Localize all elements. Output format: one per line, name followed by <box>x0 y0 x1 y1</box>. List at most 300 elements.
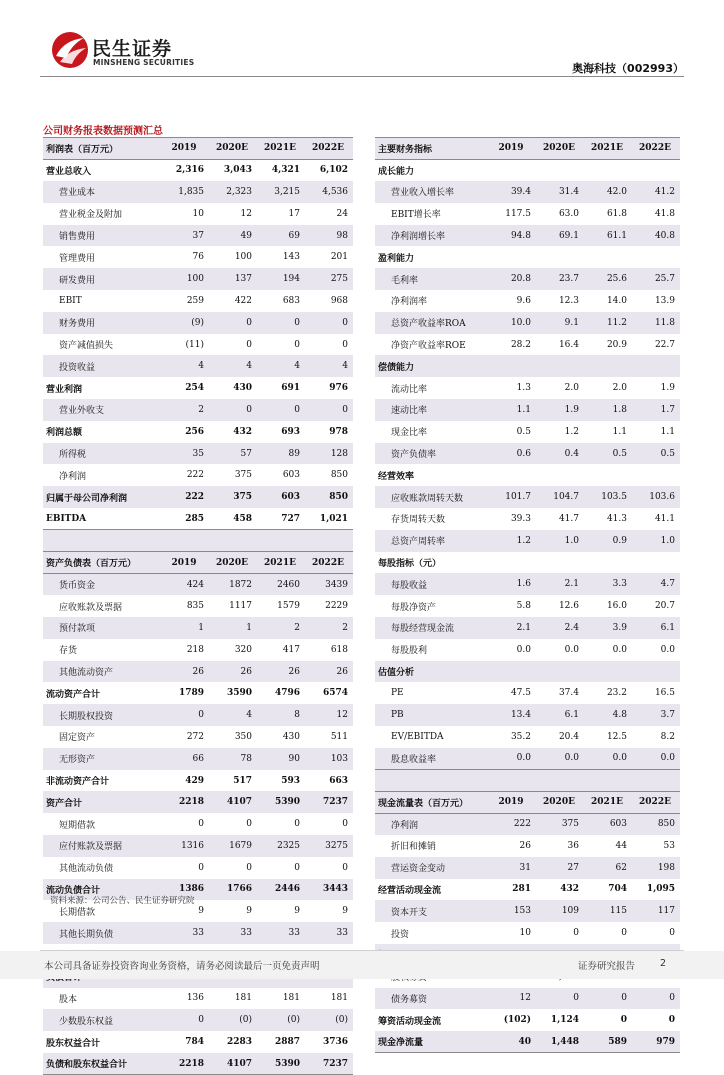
balance-year-3: 2022E <box>305 552 353 574</box>
balance-row <box>43 1031 353 1053</box>
indicators-row-value: 1.7 <box>632 399 680 421</box>
cashflow-row-value: 62 <box>584 857 632 879</box>
indicators-row-label: 流动比率 <box>391 384 428 395</box>
balance-row-label: 预付款项 <box>43 617 161 639</box>
indicators-row-value: 12.3 <box>558 295 579 306</box>
indicators-row <box>375 464 680 486</box>
balance-row-value: 8 <box>257 704 305 726</box>
indicators-row <box>375 617 680 639</box>
indicators-row-value: 1.2 <box>488 530 536 552</box>
balance-row-value: 1 <box>209 617 257 639</box>
income-row <box>43 377 353 399</box>
income-row <box>43 225 353 247</box>
indicators-row-label: 每股收益 <box>375 573 488 595</box>
balance-row-value: 3736 <box>322 1037 348 1048</box>
indicators-row <box>375 661 680 683</box>
indicators-row-value: 104.7 <box>536 486 584 508</box>
cashflow-header-row <box>375 791 680 813</box>
indicators-row-value: 61.8 <box>606 208 627 219</box>
income-row-value: 375 <box>209 486 257 508</box>
cashflow-row-label: 净利润 <box>375 813 488 835</box>
cashflow-row-value: 704 <box>608 884 627 895</box>
balance-row-value: 2325 <box>257 835 305 857</box>
income-row-value: 10 <box>192 208 204 219</box>
cashflow-row-value: 0 <box>669 928 675 939</box>
income-row-value: 0 <box>209 399 257 421</box>
income-row-value: 100 <box>234 252 252 263</box>
indicators-row-value: 101.7 <box>488 486 536 508</box>
income-row-value: 49 <box>209 225 257 247</box>
indicators-row-value: 1.1 <box>488 399 536 421</box>
indicators-row-value: 37.4 <box>558 688 579 699</box>
income-row-value: 128 <box>305 443 353 465</box>
balance-row-value: 1117 <box>229 601 252 612</box>
balance-row-value: 0 <box>342 862 348 873</box>
cashflow-row-label: 折旧和摊销 <box>391 842 437 853</box>
income-row <box>43 181 353 203</box>
indicators-row-value: 1.6 <box>488 573 536 595</box>
balance-row-value: 663 <box>329 775 348 786</box>
balance-row-value: 0 <box>294 862 300 873</box>
cashflow-row-value: 432 <box>560 884 579 895</box>
indicators-row-value: 2.4 <box>536 617 584 639</box>
indicators-row-value: 20.8 <box>488 268 536 290</box>
indicators-row-value <box>536 661 584 683</box>
income-row-value: 0 <box>257 312 305 334</box>
balance-row-value: 78 <box>209 748 257 770</box>
balance-row <box>43 1053 353 1075</box>
income-row-value: 850 <box>305 486 353 508</box>
income-year-2: 2021E <box>257 138 305 160</box>
indicators-row-value: 10.0 <box>488 312 536 334</box>
right-gap-row-cell <box>488 770 536 792</box>
income-row-label: 财务费用 <box>43 312 161 334</box>
balance-row-value: 12 <box>305 704 353 726</box>
cashflow-row-label: 债务募资 <box>375 988 488 1010</box>
indicators-row-value: 11.2 <box>584 312 632 334</box>
indicators-title: 主要财务指标 <box>375 138 488 160</box>
indicators-row-value: 9.1 <box>536 312 584 334</box>
income-row-value: 976 <box>329 383 348 394</box>
cashflow-row-value: 222 <box>488 813 536 835</box>
balance-row-value: 0 <box>342 819 348 830</box>
income-row-label: 投资收益 <box>43 355 161 377</box>
balance-row-value: 0 <box>198 819 204 830</box>
indicators-row-value: 31.4 <box>536 181 584 203</box>
balance-row-value: 181 <box>330 993 348 1004</box>
indicators-row-label: 每股净资产 <box>391 602 437 613</box>
income-row <box>43 355 353 377</box>
indicators-row-value <box>488 661 536 683</box>
income-row <box>43 443 353 465</box>
balance-row-label: 长期借款 <box>59 907 96 918</box>
indicators-row-label: 现金比率 <box>391 428 428 439</box>
indicators-row <box>375 508 680 530</box>
income-row <box>43 268 353 290</box>
income-row-value: 143 <box>282 252 300 263</box>
balance-row-label: 其他长期负债 <box>43 922 161 944</box>
income-row-value: 432 <box>233 426 252 437</box>
balance-row-value: 2446 <box>257 879 305 901</box>
indicators-row-value <box>632 246 680 268</box>
income-row-value: 0 <box>305 399 353 421</box>
income-row-label: 所得税 <box>43 443 161 465</box>
indicators-row-label: 资产负债率 <box>375 443 488 465</box>
indicators-row-value: 61.1 <box>584 225 632 247</box>
indicators-row-label: 总资产收益率ROA <box>375 312 488 334</box>
indicators-row-value <box>584 246 632 268</box>
income-row-value: 285 <box>161 508 209 530</box>
cashflow-row-label: 投资 <box>391 929 410 940</box>
indicators-row-value: 41.3 <box>606 513 627 524</box>
balance-row-value: 4107 <box>209 1053 257 1075</box>
balance-row-label: 其他流动负债 <box>59 864 114 875</box>
balance-row-value: 33 <box>161 922 209 944</box>
indicators-row <box>375 704 680 726</box>
indicators-row-value <box>584 464 632 486</box>
right-gap-row-cell <box>632 770 680 792</box>
balance-row-value: 0 <box>246 862 252 873</box>
balance-row-value: 511 <box>330 731 348 742</box>
balance-row-value: 0 <box>161 1009 209 1031</box>
cashflow-row-value: 31 <box>488 857 536 879</box>
balance-row-label: 负债和股东权益合计 <box>43 1053 161 1075</box>
indicators-row-label: 盈利能力 <box>378 253 415 264</box>
balance-row-value: 2 <box>305 617 353 639</box>
indicators-row-value: 1.8 <box>584 399 632 421</box>
income-row-label: 利润总额 <box>46 428 83 439</box>
indicators-row-value: 6.1 <box>632 617 680 639</box>
indicators-row-value: 41.1 <box>654 513 675 524</box>
income-row-value: 691 <box>281 383 300 394</box>
indicators-row-value: 0.4 <box>536 443 584 465</box>
income-row-value: 194 <box>257 268 305 290</box>
balance-row-value: 26 <box>305 661 353 683</box>
indicators-row-value: 2.1 <box>488 617 536 639</box>
balance-year-0: 2019 <box>161 552 209 574</box>
income-row-label: 营业成本 <box>43 181 161 203</box>
indicators-row <box>375 595 680 617</box>
balance-row <box>43 573 353 595</box>
balance-row-label: 应付账款及票据 <box>43 835 161 857</box>
indicators-row <box>375 355 680 377</box>
cashflow-row-value: 10 <box>519 928 531 939</box>
balance-row-value: 33 <box>257 922 305 944</box>
balance-row-value: 350 <box>234 731 252 742</box>
income-row-value: 727 <box>257 508 305 530</box>
cashflow-row-value: 589 <box>584 1031 632 1053</box>
indicators-row-value: 28.2 <box>510 339 531 350</box>
income-row-value: 137 <box>209 268 257 290</box>
cashflow-row <box>375 879 680 901</box>
balance-row <box>43 704 353 726</box>
balance-row-value: 7237 <box>305 791 353 813</box>
cashflow-year-2: 2021E <box>584 791 632 813</box>
balance-row-value: 1766 <box>209 879 257 901</box>
balance-row-value: 26 <box>209 661 257 683</box>
indicators-row-value: 5.8 <box>516 601 531 612</box>
balance-row-label: 流动资产合计 <box>46 689 101 700</box>
indicators-row-value <box>632 661 680 683</box>
cashflow-row-value: 36 <box>567 840 579 851</box>
balance-row-value: 2 <box>257 617 305 639</box>
balance-row-label: 应收账款及票据 <box>59 602 123 613</box>
balance-row <box>43 988 353 1010</box>
balance-row-value: 2283 <box>226 1037 252 1048</box>
indicators-row-value <box>584 355 632 377</box>
indicators-row <box>375 748 680 770</box>
cashflow-row-value: 0 <box>620 1015 627 1026</box>
indicators-row-value: 20.7 <box>654 601 675 612</box>
balance-row <box>43 639 353 661</box>
income-row-value: 222 <box>186 470 204 481</box>
indicators-row-value <box>584 159 632 181</box>
income-row-value: 4 <box>209 355 257 377</box>
indicators-row <box>375 639 680 661</box>
balance-row-value: 181 <box>234 993 252 1004</box>
balance-row-value: 4796 <box>274 688 300 699</box>
indicators-row-value: 1.1 <box>612 426 627 437</box>
cashflow-row-value: 1,124 <box>550 1015 579 1026</box>
income-row-value: 4,536 <box>305 181 353 203</box>
cashflow-row <box>375 835 680 857</box>
left-gap-row-cell <box>209 530 257 552</box>
logo-en-text: MINSHENG SECURITIES <box>93 58 195 67</box>
indicators-row-value: 2.1 <box>536 573 584 595</box>
balance-row-value: 517 <box>233 775 252 786</box>
indicators-row-value: 16.5 <box>654 688 675 699</box>
cashflow-row-value: 153 <box>488 900 536 922</box>
balance-row-value: 136 <box>186 993 204 1004</box>
cashflow-row-value: 0 <box>632 988 680 1010</box>
cashflow-row-value: 12 <box>488 988 536 1010</box>
income-row-value: 275 <box>305 268 353 290</box>
cashflow-row-value: 850 <box>632 813 680 835</box>
balance-row-value: 6574 <box>322 688 348 699</box>
income-row <box>43 159 353 181</box>
indicators-row-value: 0.6 <box>488 443 536 465</box>
indicators-row-value: 1.9 <box>660 383 675 394</box>
balance-row-label: 存货 <box>59 646 78 657</box>
section-title: 公司财务报表数据预测汇总 <box>43 126 163 137</box>
income-row-value: 24 <box>336 208 348 219</box>
cashflow-row-value: 26 <box>519 840 531 851</box>
indicators-row-label: PB <box>375 704 488 726</box>
indicators-row-label: 每股经营现金流 <box>375 617 488 639</box>
balance-row-label: 固定资产 <box>59 733 96 744</box>
indicators-row <box>375 682 680 704</box>
indicators-row-label: 股息收益率 <box>375 748 488 770</box>
income-row-value: 254 <box>185 383 204 394</box>
cashflow-row <box>375 922 680 944</box>
income-row-label: 营业外收支 <box>43 399 161 421</box>
cashflow-row-value: 117 <box>632 900 680 922</box>
indicators-row-value: 6.1 <box>536 704 584 726</box>
indicators-row <box>375 334 680 356</box>
income-row-value: 57 <box>209 443 257 465</box>
indicators-row-value: 63.0 <box>558 208 579 219</box>
cashflow-row-value: 1,448 <box>536 1031 584 1053</box>
indicators-row-value: 103.6 <box>632 486 680 508</box>
balance-row-value: (0) <box>257 1009 305 1031</box>
income-row-value: 89 <box>257 443 305 465</box>
indicators-row-label: 净利润率 <box>391 297 428 308</box>
indicators-row-label: 估值分析 <box>375 661 488 683</box>
indicators-row-value: 1.3 <box>516 383 531 394</box>
indicators-row-value: 4.7 <box>632 573 680 595</box>
balance-row-value: 5390 <box>257 791 305 813</box>
cashflow-year-3: 2022E <box>632 791 680 813</box>
balance-row-value: 33 <box>305 922 353 944</box>
income-row-value: (11) <box>185 339 204 350</box>
indicators-row-value: 16.0 <box>606 601 627 612</box>
cashflow-row-label: 经营活动现金流 <box>378 885 442 896</box>
income-row <box>43 203 353 225</box>
balance-row-value: 1872 <box>209 573 257 595</box>
income-row-value: 17 <box>288 208 300 219</box>
indicators-row <box>375 573 680 595</box>
cashflow-row <box>375 1009 680 1031</box>
balance-row-label: 股本 <box>59 994 78 1005</box>
income-row-label: 营业利润 <box>46 384 83 395</box>
cashflow-title: 现金流量表（百万元） <box>375 791 488 813</box>
balance-row <box>43 748 353 770</box>
indicators-year-3: 2022E <box>632 138 680 160</box>
income-row-label: 营业总收入 <box>46 166 92 177</box>
income-row-value: 2 <box>161 399 209 421</box>
balance-row-value: 424 <box>161 573 209 595</box>
income-row-value: 1,835 <box>161 181 209 203</box>
balance-row-value: 5390 <box>257 1053 305 1075</box>
cashflow-row-label: 筹资活动现金流 <box>378 1016 442 1027</box>
balance-row <box>43 682 353 704</box>
indicators-row-label: 存货周转天数 <box>391 515 446 526</box>
balance-row-label: 资产合计 <box>43 791 161 813</box>
indicators-row-label: 每股指标（元） <box>378 559 442 570</box>
indicators-row-label: 经营效率 <box>378 471 415 482</box>
income-year-3: 2022E <box>305 138 353 160</box>
income-row-label: 管理费用 <box>59 253 96 264</box>
indicators-row-value <box>536 552 584 574</box>
balance-row-value: 2460 <box>257 573 305 595</box>
cashflow-row-value: (102) <box>503 1015 531 1026</box>
footer-disclaimer: 本公司具备证券投资咨询业务资格，请务必阅读最后一页免责声明 <box>44 961 320 972</box>
indicators-row-value <box>632 552 680 574</box>
logo-cn-text: 民生证券 <box>92 38 173 60</box>
balance-row-label: 无形资产 <box>43 748 161 770</box>
balance-row-value: 4 <box>209 704 257 726</box>
cashflow-row-value: 281 <box>512 884 531 895</box>
balance-row-value: 784 <box>185 1037 204 1048</box>
cashflow-row-value: 53 <box>663 840 675 851</box>
indicators-row-value: 13.4 <box>488 704 536 726</box>
income-row-value: 256 <box>185 426 204 437</box>
indicators-row-value: 103.5 <box>584 486 632 508</box>
indicators-row-value: 2.0 <box>564 383 579 394</box>
indicators-year-1: 2020E <box>536 138 584 160</box>
minsheng-logo-icon <box>50 30 90 70</box>
income-row-value: 0 <box>305 312 353 334</box>
income-row-label: EBIT <box>59 295 82 306</box>
left-gap-row-cell <box>43 530 161 552</box>
left-gap-row-cell <box>161 530 209 552</box>
income-row-value: 3,043 <box>223 165 252 176</box>
indicators-row-value <box>488 355 536 377</box>
cashflow-row-value: 0 <box>536 988 584 1010</box>
balance-row-value: 2218 <box>161 791 209 813</box>
income-row-value: 683 <box>282 295 300 306</box>
income-row <box>43 464 353 486</box>
income-row-value: 100 <box>161 268 209 290</box>
income-row-label: 归属于母公司净利润 <box>43 486 161 508</box>
indicators-year-2: 2021E <box>584 138 632 160</box>
indicators-row-value <box>632 464 680 486</box>
balance-row <box>43 791 353 813</box>
balance-row-value: 4107 <box>209 791 257 813</box>
cashflow-row-value: 0 <box>621 928 627 939</box>
cashflow-row-value: 0 <box>668 1015 675 1026</box>
indicators-row <box>375 530 680 552</box>
indicators-row <box>375 268 680 290</box>
income-row-value: 693 <box>281 426 300 437</box>
income-row-value: 2,323 <box>209 181 257 203</box>
indicators-row-value: 12.5 <box>606 731 627 742</box>
balance-row-value: 1579 <box>277 601 300 612</box>
income-row-value: 375 <box>234 470 252 481</box>
indicators-row-value: 35.2 <box>510 731 531 742</box>
balance-row-value: 1386 <box>161 879 209 901</box>
balance-row-value: 272 <box>186 731 204 742</box>
cashflow-row-value: 603 <box>584 813 632 835</box>
balance-row-value: 835 <box>186 601 204 612</box>
cashflow-row-label: 营运资金变动 <box>375 857 488 879</box>
income-row-label: EBITDA <box>43 508 161 530</box>
income-row-value: 4 <box>305 355 353 377</box>
left-gap-row <box>43 530 353 552</box>
indicators-row-value: 41.2 <box>632 181 680 203</box>
indicators-row-value <box>536 464 584 486</box>
indicators-row-value: 0.0 <box>516 644 531 655</box>
balance-row <box>43 595 353 617</box>
income-row <box>43 290 353 312</box>
indicators-row-value <box>488 552 536 574</box>
indicators-row-value: 3.9 <box>584 617 632 639</box>
right-gap-row-cell <box>536 770 584 792</box>
income-row <box>43 486 353 508</box>
balance-year-1: 2020E <box>209 552 257 574</box>
balance-row-value: 3275 <box>305 835 353 857</box>
indicators-row <box>375 203 680 225</box>
indicators-row-value: 25.6 <box>584 268 632 290</box>
income-row-value: 978 <box>329 426 348 437</box>
balance-row-label: 其他流动资产 <box>43 661 161 683</box>
left-gap-row-cell <box>257 530 305 552</box>
cashflow-row-value: 27 <box>536 857 584 879</box>
income-row-value: 603 <box>282 470 300 481</box>
indicators-row-value <box>632 159 680 181</box>
cashflow-row-label: 资本开支 <box>375 900 488 922</box>
cashflow-row-value: 40 <box>488 1031 536 1053</box>
balance-row-value: 2229 <box>325 601 348 612</box>
balance-row-value: 593 <box>281 775 300 786</box>
balance-row-value: 90 <box>257 748 305 770</box>
indicators-row-value: 40.8 <box>632 225 680 247</box>
indicators-row-value: 0.0 <box>584 748 632 770</box>
balance-row-value: 2887 <box>274 1037 300 1048</box>
balance-row <box>43 813 353 835</box>
cashflow-year-1: 2020E <box>536 791 584 813</box>
income-row-value: 2,316 <box>175 165 204 176</box>
